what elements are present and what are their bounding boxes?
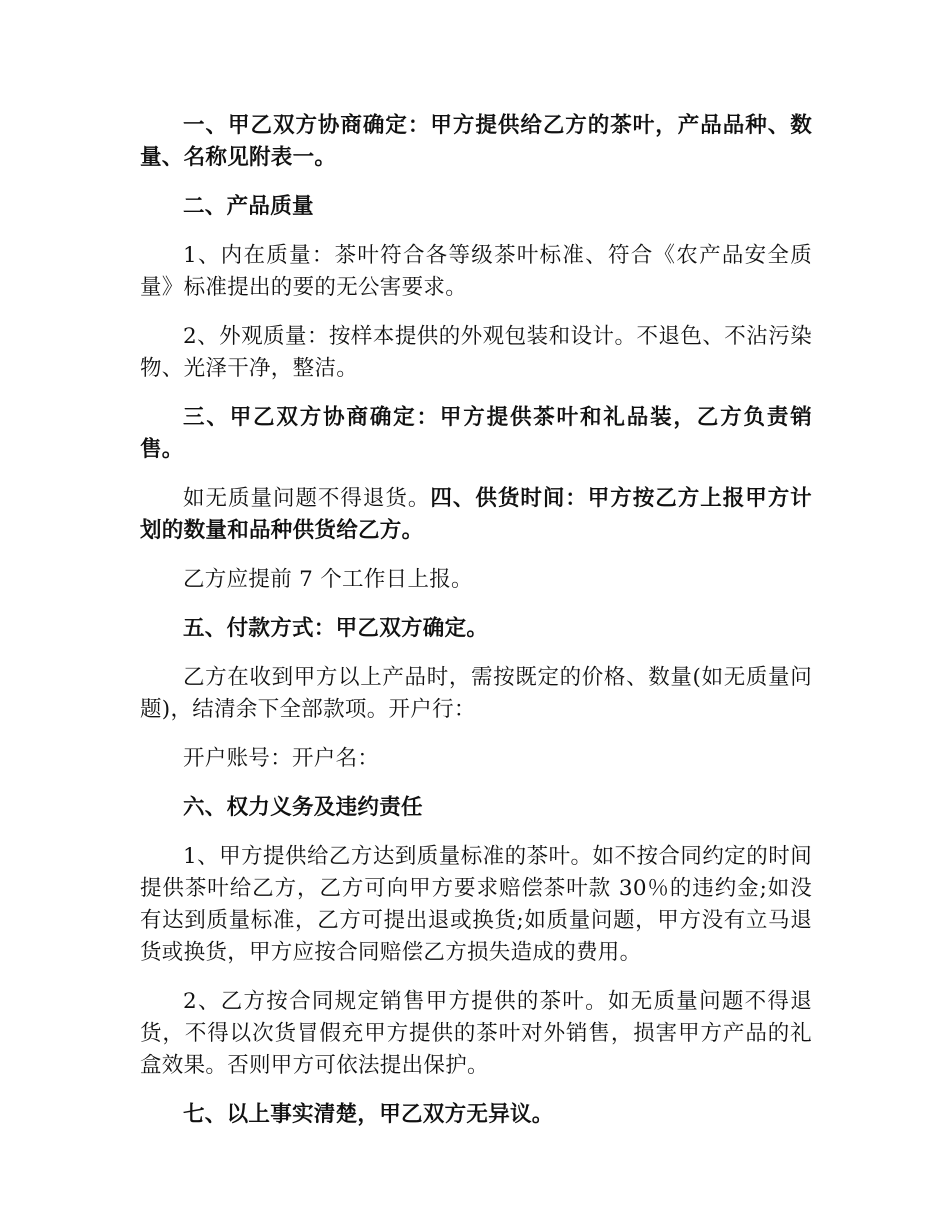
clause-2-item-1: 1、内在质量：茶叶符合各等级茶叶标准、符合《农产品安全质量》标准提出的要的无公害要求。 [140, 243, 812, 300]
clause-4-supply-time [140, 483, 812, 547]
clause-5-account-info: 开户账号：开户名： [183, 746, 380, 771]
clause-4-report-note: 乙方应提前 7 个工作日上报。 [183, 567, 473, 592]
clause-1-agreement: 一、甲乙双方协商确定：甲方提供给乙方的茶叶，产品品种、数量、名称见附表一。 [140, 113, 812, 170]
no-return-note: 如无质量问题不得退货。 [183, 486, 431, 511]
clause-6-item-2: 2、乙方按合同规定销售甲方提供的茶叶。如无质量问题不得退货，不得以次货冒假充甲方提供的茶叶对外销售，损害甲方产品的礼盒效果。否则甲方可依法提出保护。 [140, 989, 812, 1078]
clause-2-item-2: 2、外观质量：按样本提供的外观包装和设计。不退色、不沾污染物、光泽干净，整洁。 [140, 324, 812, 381]
document-page [140, 110, 812, 1148]
clause-5-payment-terms: 乙方在收到甲方以上产品时，需按既定的价格、数量(如无质量问题)，结清余下全部款项。开户行： [140, 665, 812, 722]
clause-4-heading: 四、供货时间：甲方按乙方上报甲方计划的数量和品种供货给乙方。 [140, 486, 812, 543]
clause-5-heading: 五、付款方式：甲乙双方确定。 [183, 616, 489, 641]
clause-7-closing: 七、以上事实清楚，甲乙双方无异议。 [183, 1102, 554, 1127]
clause-6-item-1: 1、甲方提供给乙方达到质量标准的茶叶。如不按合同约定的时间提供茶叶给乙方，乙方可向甲方要求赔偿茶叶款 30％的违约金;如没有达到质量标准，乙方可提出退或换货;如质量问题，甲方没有立马退货或换货，甲方应按合同赔偿乙方损失造成的费用。 [140, 844, 812, 965]
clause-3-agreement: 三、甲乙双方协商确定：甲方提供茶叶和礼品装，乙方负责销售。 [140, 405, 812, 462]
clause-6-heading: 六、权力义务及违约责任 [183, 795, 423, 820]
clause-2-heading: 二、产品质量 [183, 194, 314, 219]
